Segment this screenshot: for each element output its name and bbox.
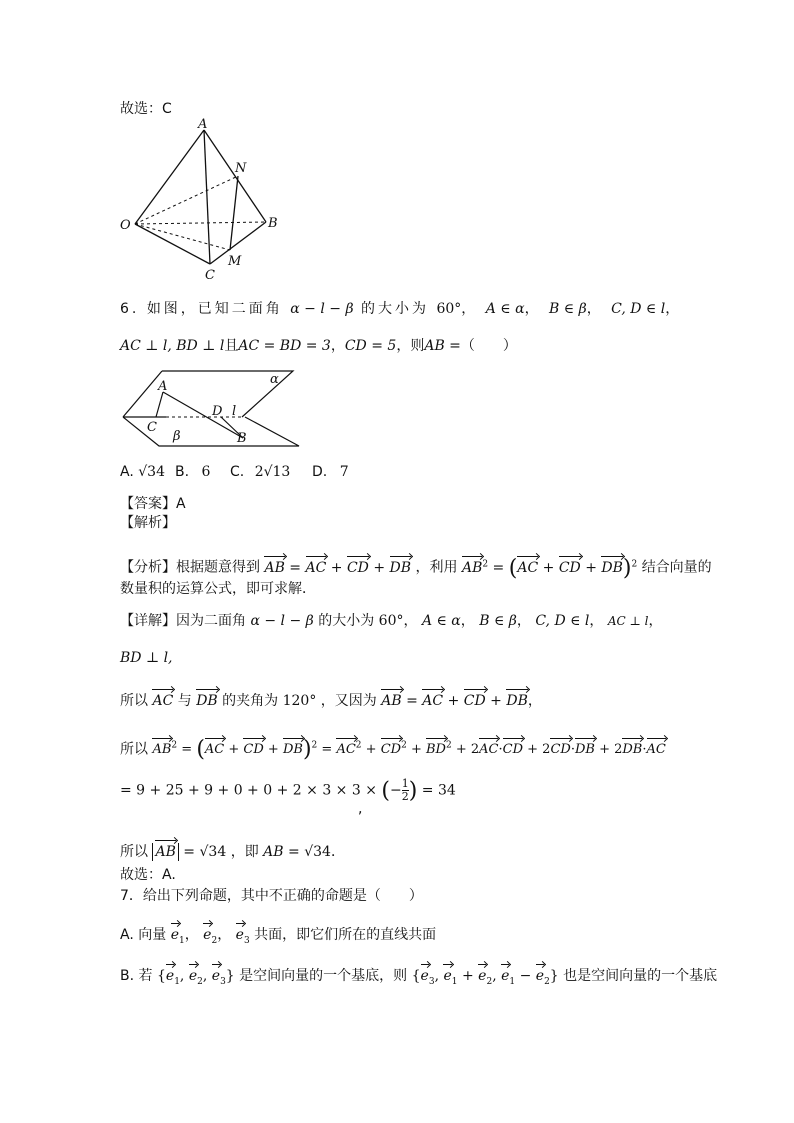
fig1-label-m: M [228, 254, 242, 269]
fig2-label-beta: β [173, 429, 181, 444]
q6-cond1: A ∈ α [485, 301, 525, 317]
calc-line: = 9 + 25 + 9 + 0 + 0 + 2 × 3 × 3 × (− $\frac{1}{2}$ ) = 34 [120, 777, 456, 804]
answer-label: 【答案】A [120, 496, 186, 512]
analysis-label: 【解析】 [120, 515, 176, 531]
q6-cond3: C, D ∈ l [611, 301, 666, 317]
q7-option-a: A. 向量 $e_1$， $e_2$， $e_3$ 共面，即它们所在的直线共面 [120, 927, 437, 946]
q6-option-d-value: 7 [339, 464, 349, 480]
tetrahedron-figure [112, 114, 292, 284]
q6-line2-b: 且 [224, 338, 239, 354]
q7-stem: 7．给出下列命题，其中不正确的命题是（ ） [120, 888, 423, 904]
q6-line2-f: AB = [424, 338, 461, 354]
fig2-label-alpha: α [270, 372, 279, 387]
q6-line2-c: AC = BD = 3 [238, 338, 331, 354]
q6-option-b-value: 6 [201, 464, 211, 480]
q6-cond2: B ∈ β [549, 301, 587, 317]
q6-intro: 如图，已知二面角 [146, 301, 283, 317]
detail-line2: BD ⊥ l, [120, 650, 173, 666]
fig2-label-l: l [232, 404, 237, 419]
q6-option-d: D. 7 [312, 464, 349, 480]
q6-line2: AC ⊥ l, BD ⊥ l且AC = BD = 3，CD = 5，则AB =（ ） [120, 338, 517, 354]
q6-number: 6. [120, 301, 140, 317]
fig1-label-b: B [268, 216, 278, 231]
q6-angle-expr: α − l − β [290, 301, 354, 317]
fenxi-line1: 【分析】根据题意得到 AB = AC + CD + DB ，利用 $AB^2 = (AC$ + CD + DB)$^2$ 结合向量的 [120, 555, 712, 581]
q6-option-a-value: √34 [138, 464, 165, 480]
dihedral-figure [118, 362, 308, 452]
so3-line: 所以 AB = √34 ，即 AB = √34． [120, 844, 345, 860]
q6-option-b: B. 6 [175, 464, 211, 480]
q6-mid1: 的大小为 [361, 301, 430, 317]
q6-paren: （ ） [460, 338, 517, 354]
q6-line2-d: CD = 5 [344, 338, 397, 354]
q6-option-c-value: 2√13 [254, 464, 291, 480]
fig1-label-c: C [205, 268, 215, 283]
q6-line1: 6. 如图，已知二面角 α − l − β 的大小为 60°， A ∈ α， B ∈ β， C, D ∈ l， [120, 301, 683, 317]
final-answer: 故选：A. [120, 867, 176, 883]
fig1-label-o: O [120, 218, 131, 233]
q6-line2-a: AC ⊥ l, BD ⊥ l [120, 338, 225, 354]
fig2-label-b: B [237, 431, 247, 446]
fig2-label-d: D [212, 404, 223, 419]
q6-angle-val: 60° [436, 301, 462, 317]
so2-line: 所以 $AB^2 = (AC$ + CD + $DB)^2 = AC^2 + CD^2 + BD^2 + 2AC\cdot CD + 2CD\cdot DB + 2DB\cdot AC$ [120, 737, 666, 763]
fig1-label-a: A [198, 117, 208, 132]
fig2-label-a: A [158, 379, 168, 394]
q6-option-a: A. √34 [120, 464, 165, 480]
fig1-label-n: N [235, 161, 247, 176]
fenxi-line2: 数量积的运算公式，即可求解． [120, 581, 316, 597]
fig2-label-c: C [147, 420, 157, 435]
detail-line1: 【详解】因为二面角 α − l − β 的大小为 60°， A ∈ α， B ∈ β， C, D ∈ l， AC ⊥ l， [120, 613, 663, 629]
q7-option-b: B. 若 {$e_1$, $e_2$, $e_3$} 是空间向量的一个基底，则 {$e_3$, $e_1 + e_2$, $e_1 - e_2$} 也是空间向量的一个基底 [120, 968, 718, 987]
q6-option-c: C. 2√13 [230, 464, 291, 480]
prev-answer: 故选：C [120, 101, 172, 117]
q6-line2-e: ，则 [396, 338, 425, 354]
calc-comma: , [358, 801, 363, 817]
so1-line: 所以 AC 与 DB 的夹角为 120° ，又因为 AB = AC + CD + DB， [120, 693, 542, 709]
